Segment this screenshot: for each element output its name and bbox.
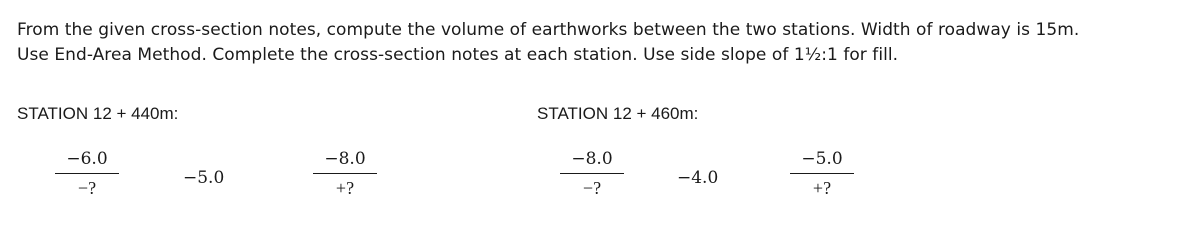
station-2-title: STATION 12 + 460m: [537,104,699,123]
station-2-right-top: −5.0 [790,148,854,174]
station-2-left-top: −8.0 [560,148,624,174]
station-1-right-note [313,148,377,199]
station-1-left-note [55,148,119,199]
station-2-center-note: −4.0 [677,168,719,188]
problem-line-2: Use End-Area Method. Complete the cross-section notes at each station. Use side slope of 1½:1 for fill. [17,45,899,65]
station-1-left-bottom: −? [77,178,97,198]
station-1-center-note: −5.0 [183,168,225,188]
station-1-title: STATION 12 + 440m: [17,104,179,123]
station-1-right-top: −8.0 [313,148,377,174]
problem-statement [17,18,1177,68]
station-1-left-top: −6.0 [55,148,119,174]
problem-line-1: From the given cross-section notes, compute the volume of earthworks between the two stations. Width of roadway is 15m. [17,20,1080,40]
station-2-left-bottom: −? [582,178,602,198]
station-1-right-bottom: +? [335,178,355,198]
station-2-left-note [560,148,624,199]
station-2-right-note [790,148,854,199]
station-2-right-bottom: +? [812,178,832,198]
